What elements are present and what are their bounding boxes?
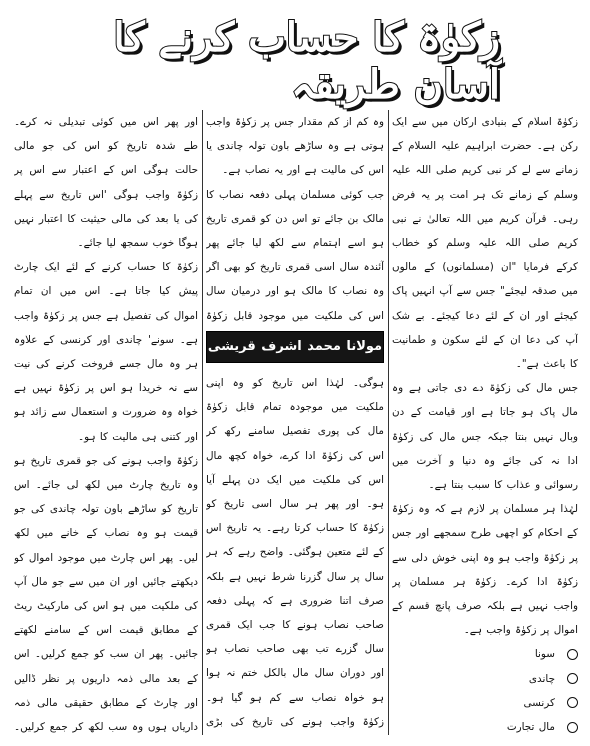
column-right <box>392 110 578 740</box>
list-item: کرنسی <box>392 691 578 715</box>
author-byline: مولانا محمد اشرف قریشی <box>206 331 384 363</box>
asset-list <box>392 642 578 740</box>
list-item <box>392 739 578 740</box>
paragraph: زکوٰۃ کا حساب کرنے کے لئے ایک چارٹ پیش کیا جاتا ہے۔ اس میں ان تمام اموال کی تفصیل ہے جس پر زکوٰۃ واجب ہے۔ سونے' چاندی اور کرنسی کے علاوہ ہر وہ مال جسے فروخت کرنے کی نیت سے نہ خریدا ہو اس پر زکوٰۃ نہیں ہے خواہ وہ ضرورت و استعمال سے زائد ہو اور کتنی ہی مالیت کا ہو۔ <box>14 261 198 443</box>
list-item: چاندی <box>392 667 578 691</box>
list-item: سونا <box>392 642 578 666</box>
column-middle-top <box>206 110 384 325</box>
column-left <box>14 110 198 740</box>
paragraph: زکوٰۃ واجب ہونے کی جو قمری تاریخ ہو وہ تاریخ چارٹ میں لکھ لی جائے۔ اس تاریخ کو ساڑھے باون تولہ چاندی کی جو قیمت ہو وہ نصاب کے خانے میں لکھ لیں۔ پھر اس چارٹ میں موجود اموال کو دیکھتے جائیں اور ان میں سے جو مال آپ کی ملکیت میں ہو اس کی مارکیٹ ریٹ کے مطابق قیمت اس کے سامنے لکھتے جائیں۔ پھر ان سب کو جمع کرلیں۔ اس کے بعد مالی ذمہ داریوں پر نظر ڈالیں اور چارٹ کے مطابق حقیقی مالی ذمہ داریاں ہوں وہ سب لکھ کر جمع کرلیں۔ <box>14 454 198 734</box>
column-middle <box>206 110 384 740</box>
paragraph: زکوٰۃ اسلام کے بنیادی ارکان میں سے ایک رکن ہے۔ حضرت ابراہیم علیہ السلام کے زمانے سے لے کر نبی کریم صلی اللہ علیہ وسلم کے زمانے تک ہر امت پر یہ فرض رہی۔ قرآن کریم میں اللہ تعالیٰ نے نبی کریم صلی اللہ علیہ وسلم کو خطاب کرکے فرمایا "ان (مسلمانوں) کے مالوں میں صدقہ لیجئے" جس سے آپ انہیں پاک کیجئے اور ان کے لئے دعا کیجئے۔ بے شک آپ کی دعا ان کے لئے سکون و طمانیت کا باعث ہے"۔ <box>392 116 578 371</box>
paragraph: جب کوئی مسلمان پہلی دفعہ نصاب کا مالک بن جائے تو اس دن کو قمری تاریخ ہو اسے اہتمام سے لکھ لیا جائے پھر آئندہ سال اسی قمری تاریخ کو بھی اگر وہ نصاب کا مالک ہو اور درمیان سال اس کی ملکیت میں موجود قابل زکوٰۃ <box>206 188 384 322</box>
column-divider <box>388 110 389 735</box>
paragraph: اور پھر اس میں کوئی تبدیلی نہ کرے۔ طے شدہ تاریخ کو اس کی جو مالی حالت ہوگی اس کے اعتبار سے اس پر زکوٰۃ واجب ہوگی 'اس تاریخ سے پہلے کی یا بعد کی مالی حیثیت کا اعتبار نہیں ہوگا خوب سمجھ لیا جائے۔ <box>14 116 198 250</box>
circle-bullet-icon <box>567 722 578 733</box>
paragraph: ہوگی۔ لہٰذا اس تاریخ کو وہ اپنی ملکیت میں موجودہ تمام قابل زکوٰۃ مال کی پوری تفصیل سامنے رکھ کر اس کی زکوٰۃ ادا کرے، خواہ کچھ مال اس کی ملکیت میں ایک دن پہلے آیا ہو۔ اور پھر ہر سال اسی تاریخ کو زکوٰۃ کا حساب کرتا رہے۔ یہ تاریخ اس کے لئے متعین ہوگئی۔ واضح رہے کہ ہر سال پر سال گزرنا شرط نہیں ہے بلکہ صرف اتنا ضروری ہے کہ پہلی دفعہ صاحب نصاب ہونے کا جب ایک قمری سال گزرے تب بھی صاحب نصاب ہو اور دوران سال مال بالکل ختم نہ ہوا ہو خواہ نصاب سے کم ہو گیا ہو۔ زکوٰۃ واجب ہونے کی تاریخ کی بڑی <box>206 377 384 728</box>
list-item: مال تجارت <box>392 715 578 739</box>
paragraph: جس مال کی زکوٰۃ دے دی جاتی ہے وہ مال پاک ہو جاتا ہے اور قیامت کے دن وبال نہیں بنتا جبکہ جس مال کی زکوٰۃ ادا نہ کی جائے وہ دنیا و آخرت میں رسوائی و عذاب کا سبب بنتا ہے۔ <box>392 382 578 492</box>
headline: زکوٰۃ کا حساب کرنے کا آسان طریقہ <box>113 14 500 108</box>
column-divider <box>202 110 203 735</box>
circle-bullet-icon <box>567 649 578 660</box>
circle-bullet-icon <box>567 697 578 708</box>
paragraph: لہٰذا ہر مسلمان پر لازم ہے کہ وہ زکوٰۃ کے احکام کو اچھی طرح سمجھے اور جس پر زکوٰۃ واجب ہو وہ اپنی خوش دلی سے زکوٰۃ ادا کرے۔ زکوٰۃ ہر مسلمان پر واجب نہیں ہے بلکہ صرف پانچ قسم کے اموال پر زکوٰۃ واجب ہے۔ <box>392 503 578 637</box>
paragraph: وہ کم از کم مقدار جس پر زکوٰۃ واجب ہوتی ہے وہ ساڑھے باون تولہ چاندی یا اس کی مالیت ہے اور یہ نصاب ہے۔ <box>206 116 384 177</box>
circle-bullet-icon <box>567 673 578 684</box>
